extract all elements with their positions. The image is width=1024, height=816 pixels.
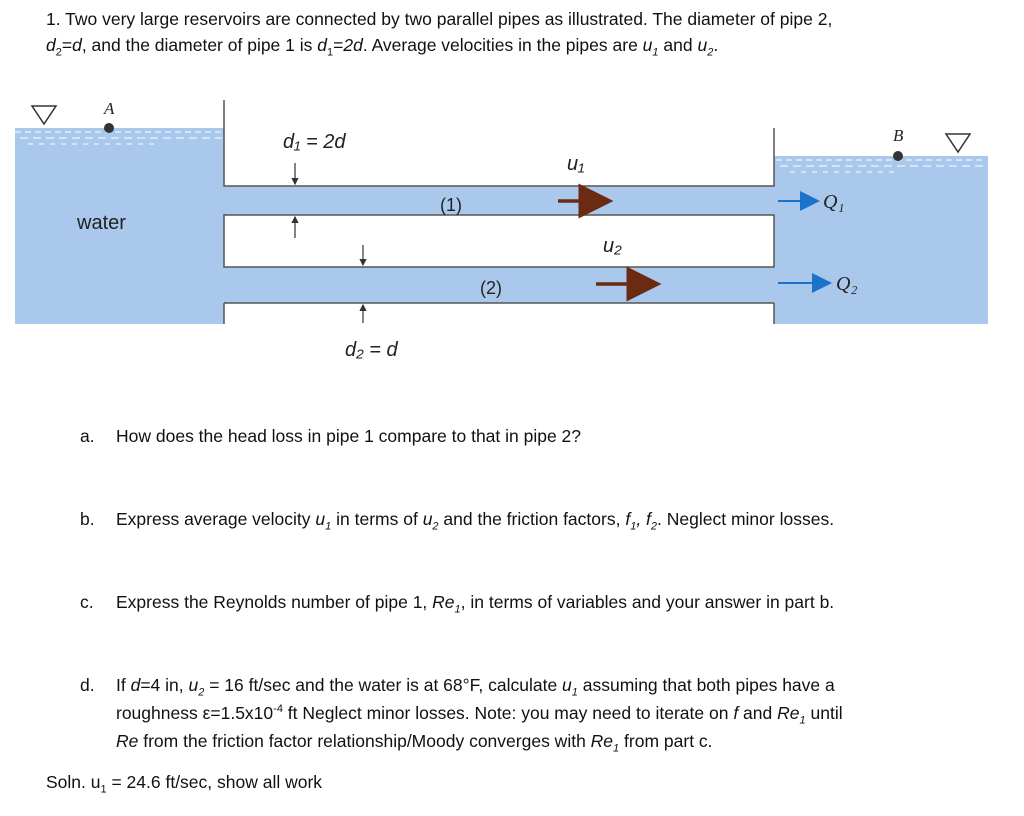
qc-text-1: Express the Reynolds number of pipe 1, bbox=[116, 592, 433, 612]
reservoir-pipe-diagram bbox=[0, 90, 1024, 370]
var-d1-value: 2d bbox=[343, 35, 363, 55]
qd-var-re: Re bbox=[777, 703, 800, 723]
qd-text: = 16 ft/sec and the water is at 68°F, calculate bbox=[204, 675, 563, 695]
var-u2-sub: 2 bbox=[707, 46, 714, 59]
qb-var-f2: f bbox=[646, 509, 651, 529]
qd-var-re: Re bbox=[116, 731, 139, 751]
question-a-text: How does the head loss in pipe 1 compare to that in pipe 2? bbox=[116, 426, 582, 446]
qb-var-f2-sub: 2 bbox=[650, 520, 658, 533]
qb-var-u1-sub: 1 bbox=[325, 520, 332, 533]
pipe1-label: (1) bbox=[440, 195, 462, 215]
qc-var-re1-sub: 1 bbox=[454, 603, 461, 616]
qb-text-3: and the friction factors, bbox=[438, 509, 626, 529]
qd-var-f: f bbox=[733, 703, 739, 723]
question-b-marker: b. bbox=[80, 509, 95, 529]
var-u1-sub: 1 bbox=[652, 46, 659, 59]
question-d-line3 bbox=[116, 728, 713, 754]
qd-text: ft Neglect minor losses. Note: you may need to iterate on bbox=[282, 703, 734, 723]
qd-var-d: d bbox=[130, 675, 141, 695]
q1-label: Q₁ bbox=[823, 191, 845, 213]
problem-intro-line1 bbox=[46, 6, 832, 32]
qb-var-f1-sub: 1 bbox=[630, 520, 637, 533]
qd-text: from part c. bbox=[619, 731, 713, 751]
var-d2-value: d bbox=[72, 35, 82, 55]
water-label: water bbox=[77, 212, 126, 234]
question-b-text bbox=[116, 506, 834, 532]
var-d1-sub: 1 bbox=[326, 46, 334, 59]
question-c-marker: c. bbox=[80, 592, 94, 612]
qb-var-u2-sub: 2 bbox=[432, 520, 439, 533]
var-d2-sub: 2 bbox=[55, 46, 62, 59]
problem-number: 1. bbox=[46, 9, 61, 29]
u2-label: u₂ bbox=[603, 235, 622, 257]
period: . bbox=[713, 35, 719, 55]
qb-var-f1: f bbox=[625, 509, 631, 529]
pipe2-label: (2) bbox=[480, 278, 502, 298]
point-a-dot bbox=[104, 123, 114, 133]
qd-var-re-sub: 1 bbox=[799, 714, 806, 727]
var-u2: u bbox=[697, 35, 708, 55]
qd-var-re1: Re bbox=[590, 731, 614, 751]
solution-line bbox=[46, 769, 322, 795]
qd-text: =4 in, bbox=[140, 675, 189, 695]
qd-text: and bbox=[738, 703, 778, 723]
eq-sign: = bbox=[333, 35, 344, 55]
qb-text-4: . Neglect minor losses. bbox=[657, 509, 835, 529]
qc-var-re1: Re bbox=[432, 592, 455, 612]
qd-exponent: -4 bbox=[273, 703, 283, 716]
var-d1: d bbox=[317, 35, 327, 55]
qd-text: from the friction factor relationship/Moody converges with bbox=[138, 731, 591, 751]
intro-mid-text: , and the diameter of pipe 1 is bbox=[81, 35, 318, 55]
qb-text-2: in terms of bbox=[331, 509, 423, 529]
solution-text: = 24.6 ft/sec, show all work bbox=[106, 772, 323, 792]
point-b-label: B bbox=[893, 126, 904, 145]
question-a-marker: a. bbox=[80, 426, 95, 446]
question-d-line2 bbox=[116, 700, 843, 726]
qd-var-u1-sub: 1 bbox=[571, 686, 578, 699]
qb-comma: , bbox=[636, 509, 647, 529]
qb-var-u1: u bbox=[315, 509, 326, 529]
qd-var-re1-sub: 1 bbox=[613, 742, 620, 755]
question-d-marker: d. bbox=[80, 675, 95, 695]
pipe-separator-wall bbox=[224, 215, 774, 267]
qd-text: If bbox=[116, 675, 131, 695]
qd-var-u2-sub: 2 bbox=[198, 686, 205, 699]
qd-text: roughness ε=1.5x10 bbox=[116, 703, 274, 723]
var-u1: u bbox=[642, 35, 653, 55]
bottom-wall bbox=[224, 303, 774, 325]
d2-label: d₂ = d bbox=[345, 339, 398, 361]
and-text: and bbox=[658, 35, 698, 55]
var-d2: d bbox=[46, 35, 56, 55]
problem-intro-line2 bbox=[46, 32, 718, 58]
point-a-label: A bbox=[104, 99, 115, 118]
free-surface-triangle-icon bbox=[32, 106, 56, 124]
qb-text-1: Express average velocity bbox=[116, 509, 316, 529]
d1-label: d₁ = 2d bbox=[283, 131, 346, 153]
eq-sign: = bbox=[61, 35, 73, 55]
question-d-line1 bbox=[116, 672, 835, 698]
qd-var-u1: u bbox=[562, 675, 572, 695]
qd-var-u2: u bbox=[188, 675, 199, 695]
q2-label: Q₂ bbox=[836, 273, 858, 295]
qd-text: assuming that both pipes have a bbox=[577, 675, 835, 695]
free-surface-triangle-icon bbox=[946, 134, 970, 152]
question-c-text bbox=[116, 589, 834, 615]
point-b-dot bbox=[893, 151, 903, 161]
qb-var-u2: u bbox=[422, 509, 433, 529]
problem-intro-text: Two very large reservoirs are connected by two parallel pipes as illustrated. The diameter of pipe 2, bbox=[65, 9, 833, 29]
intro-end-text: . Average velocities in the pipes are bbox=[362, 35, 643, 55]
solution-prefix: Soln. u bbox=[46, 772, 101, 792]
u1-label: u₁ bbox=[567, 153, 585, 175]
solution-sub: 1 bbox=[100, 783, 107, 796]
qc-text-2: , in terms of variables and your answer in part b. bbox=[460, 592, 835, 612]
qd-text: until bbox=[805, 703, 843, 723]
